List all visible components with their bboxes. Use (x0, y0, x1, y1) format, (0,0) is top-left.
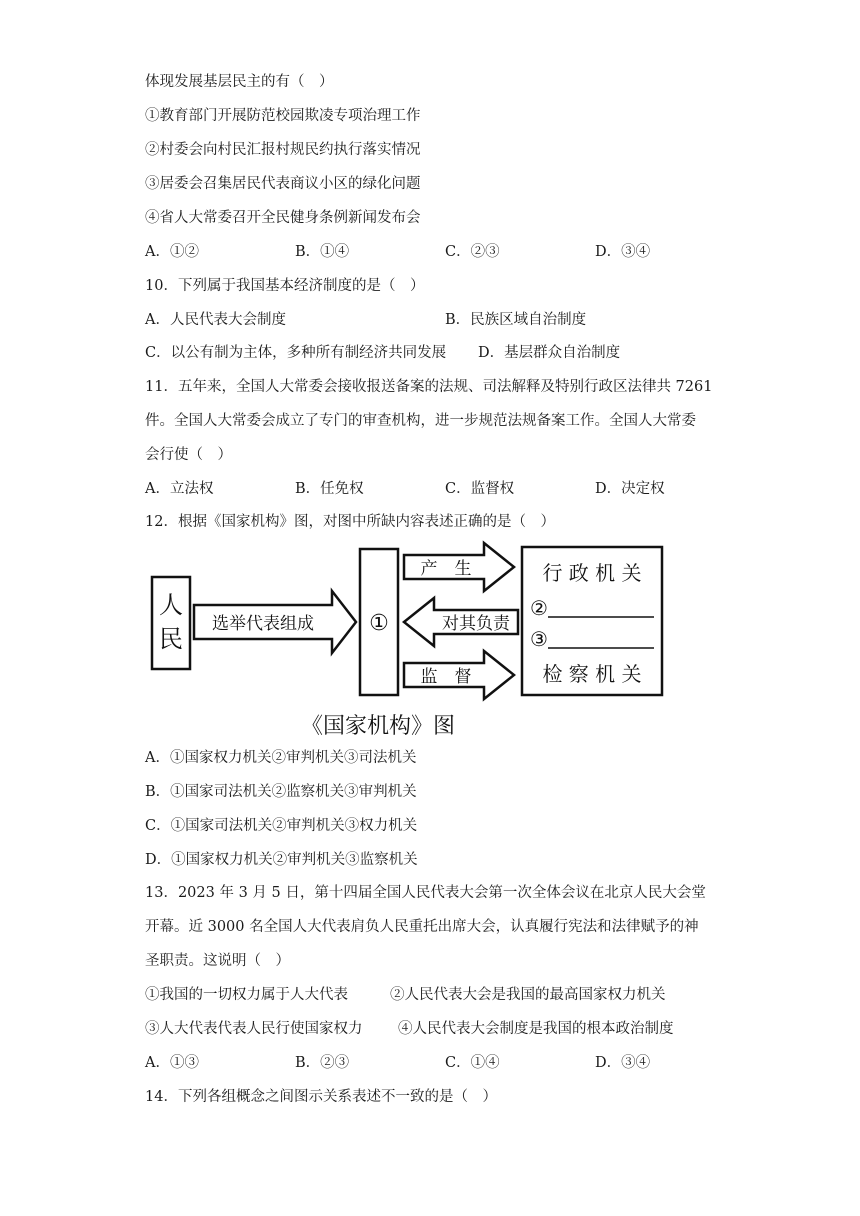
q11-option-c: C．监督权 (445, 481, 515, 497)
q13-option-d: D．③④ (595, 1055, 651, 1071)
q13-item-4: ④人民代表大会制度是我国的根本政治制度 (398, 1021, 674, 1037)
q11-line-1: 11．五年来，全国人大常委会接收报送备案的法规、司法解释及特别行政区法律共 7261 (145, 379, 713, 395)
q13-item-3: ③人大代表代表人民行使国家权力 (145, 1021, 363, 1037)
q9-option-d: D．③④ (595, 244, 651, 260)
q12-option-b: B．①国家司法机关②监察机关③审判机关 (145, 784, 417, 800)
organ-procuratorate: 检 察 机 关 (542, 662, 642, 686)
q11-option-b: B．任免权 (295, 481, 364, 497)
q12-option-a: A．①国家权力机关②审判机关③司法机关 (145, 750, 417, 766)
people-char-1: 人 (159, 591, 183, 619)
q13-option-c: C．①④ (445, 1055, 500, 1071)
supervise-arrow-label: 监 督 (420, 667, 472, 687)
q9-option-c: C．②③ (445, 244, 500, 260)
organ-blank-3: ③ (530, 627, 548, 651)
q11-line-3: 会行使（ ） (145, 447, 232, 463)
q12-option-d: D．①国家权力机关②审判机关③监察机关 (145, 852, 418, 868)
q13-line-2: 开幕。近 3000 名全国人大代表肩负人民重托出席大会，认真履行宪法和法律赋予的神 (145, 919, 699, 935)
people-char-2: 民 (159, 625, 183, 653)
state-organs-diagram (148, 535, 668, 747)
center-label: ① (369, 611, 389, 636)
q10-option-b: B．民族区域自治制度 (445, 312, 587, 328)
q12-option-c: C．①国家司法机关②审判机关③权力机关 (145, 818, 418, 834)
q11-option-d: D．决定权 (595, 481, 665, 497)
elect-arrow-label: 选举代表组成 (212, 614, 314, 634)
q10-option-c: C．以公有制为主体，多种所有制经济共同发展 (145, 345, 447, 361)
q13-line-3: 圣职责。这说明（ ） (145, 953, 290, 969)
q9-item-1: ①教育部门开展防范校园欺凌专项治理工作 (145, 108, 421, 124)
q13-item-2: ②人民代表大会是我国的最高国家权力机关 (390, 987, 666, 1003)
produce-arrow-label: 产 生 (420, 559, 472, 579)
q9-item-4: ④省人大常委召开全民健身条例新闻发布会 (145, 210, 421, 226)
q12-stem: 12．根据《国家机构》图，对图中所缺内容表述正确的是（ ） (145, 514, 555, 530)
q10-option-d: D．基层群众自治制度 (478, 345, 621, 361)
organ-blank-2: ② (530, 596, 548, 620)
q13-line-1: 13．2023 年 3 月 5 日，第十四届全国人民代表大会第一次全体会议在北京人民大会堂 (145, 885, 706, 901)
q9-item-3: ③居委会召集居民代表商议小区的绿化问题 (145, 176, 421, 192)
q11-option-a: A．立法权 (145, 481, 214, 497)
q9-stem-tail: 体现发展基层民主的有（ ） (145, 74, 334, 90)
q9-option-a: A．①② (145, 244, 199, 260)
q9-item-2: ②村委会向村民汇报村规民约执行落实情况 (145, 142, 421, 158)
q13-item-1: ①我国的一切权力属于人大代表 (145, 987, 348, 1003)
q10-option-a: A．人民代表大会制度 (145, 312, 286, 328)
q14-stem: 14．下列各组概念之间图示关系表述不一致的是（ ） (145, 1089, 497, 1105)
q11-line-2: 件。全国人大常委会成立了专门的审查机构，进一步规范法规备案工作。全国人大常委 (145, 413, 696, 429)
q13-option-b: B．②③ (295, 1055, 350, 1071)
q9-option-b: B．①④ (295, 244, 350, 260)
q10-stem: 10．下列属于我国基本经济制度的是（ ） (145, 278, 425, 294)
diagram-caption: 《国家机构》图 (300, 714, 456, 739)
q13-option-a: A．①③ (145, 1055, 199, 1071)
responsible-arrow-label: 对其负责 (442, 614, 510, 634)
organ-administrative: 行 政 机 关 (542, 561, 642, 585)
